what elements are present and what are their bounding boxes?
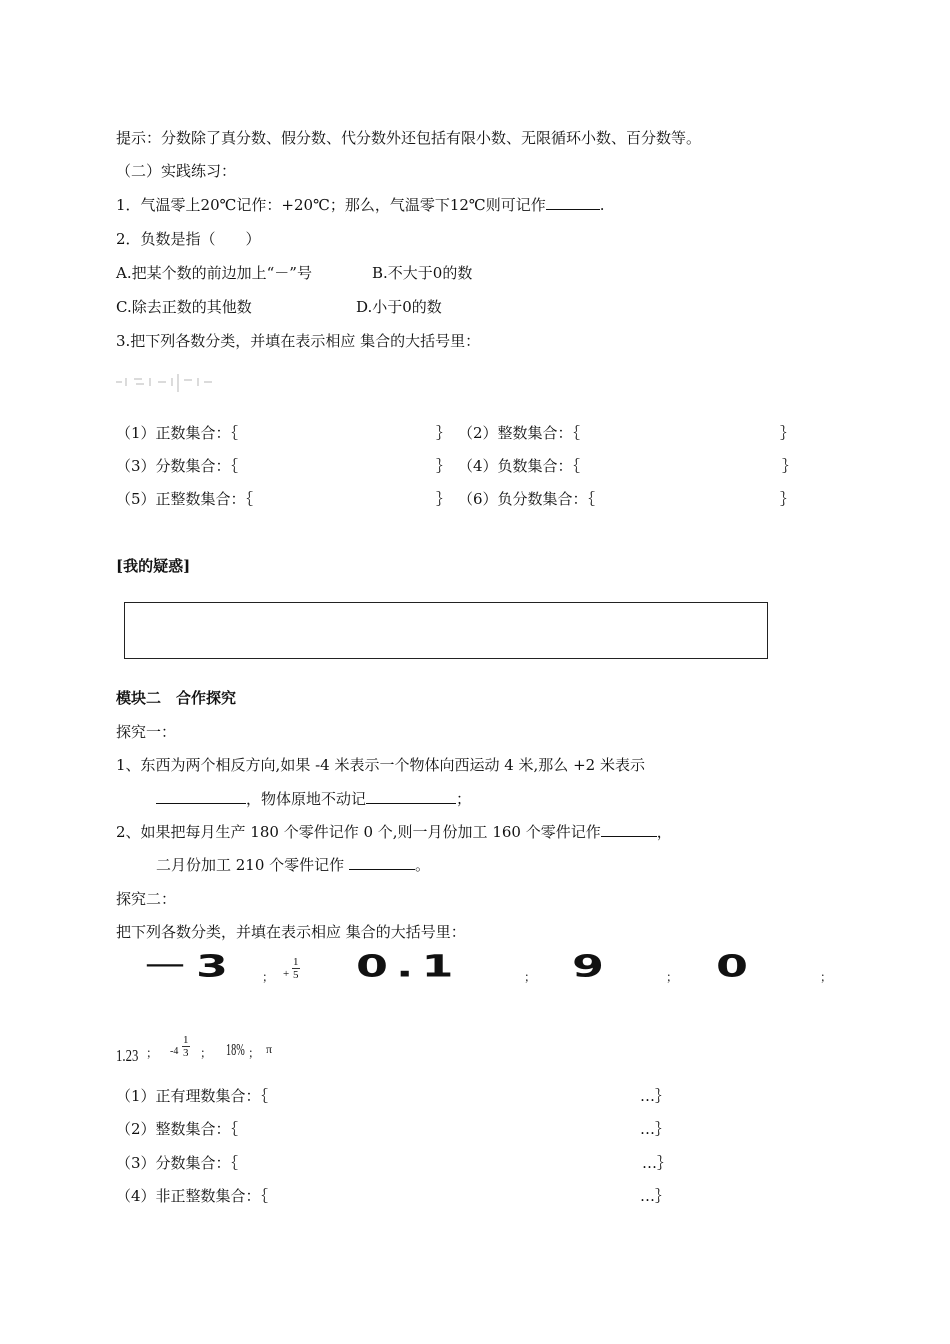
set-close-brace: ｝ [782,457,798,475]
question-1-text: 1．气温零上20℃记作：+20℃；那么，气温零下12℃则可记作 [116,196,546,214]
answer-blank[interactable] [156,789,246,804]
set-close-brace: ｝ [780,424,796,442]
set-integer: （2）整数集合：｛ [116,1120,239,1138]
fraction-one-fifth [292,956,300,981]
number-0: 0 [716,948,757,984]
number-list-image [114,370,214,394]
set-positive-integer: （5）正整数集合：｛ [116,490,254,508]
set-non-positive-integer: （4）非正整数集合：｛ [116,1187,269,1205]
separator: ； [248,1046,261,1060]
option-b: B.不大于0的数 [372,264,473,282]
separator: ； [262,970,275,984]
set-close-brace: ｝ [436,424,452,442]
question-2: 2．负数是指（ ） [116,230,261,248]
number-1-23: 1.23 [116,1046,139,1065]
explore1-item2b-text: 二月份加工 210 个零件记作 [156,856,349,874]
explore1-item2-cont [156,855,430,875]
set-close-brace: …｝ [640,1120,671,1138]
doubts-heading: [我的疑惑] [116,557,191,575]
answer-blank[interactable] [366,789,456,804]
number-9: 9 [572,948,613,984]
set-positive-rational: （1）正有理数集合：｛ [116,1087,269,1105]
number-18-percent: 18% [226,1040,245,1059]
explore1-item2b-end: 。 [414,856,430,874]
answer-blank[interactable] [349,855,415,870]
set-positive: （1）正数集合：｛ [116,424,239,442]
fraction-denominator: 5 [293,969,299,981]
separator: ； [820,970,833,984]
question-1 [116,195,605,215]
question-3: 3.把下列各数分类，并填在表示相应 集合的大括号里： [116,332,481,350]
option-c: C.除去正数的其他数 [116,298,252,316]
fraction-numerator: 1 [293,956,299,968]
explore1-heading: 探究一： [116,723,177,741]
number-0-1: 0.1 [356,948,462,984]
set-close-brace: …｝ [640,1187,671,1205]
doubts-box[interactable] [124,602,768,659]
answer-blank[interactable] [546,195,600,210]
fraction-sign: -4 [170,1046,179,1057]
set-close-brace: …｝ [642,1154,673,1172]
explore2-instruction: 把下列各数分类，并填在表示相应 集合的大括号里： [116,923,466,941]
option-d: D.小于0的数 [356,298,442,316]
set-fraction: （3）分数集合：｛ [116,457,239,475]
separator: ； [200,1046,213,1060]
explore1-item1: 1、东西为两个相反方向,如果 -4 米表示一个物体向西运动 4 米,那么 +2 米表示 [116,756,645,774]
explore1-item1-mid: ，物体原地不动记 [246,790,367,808]
set-close-brace: …｝ [640,1087,671,1105]
separator: ； [524,970,537,984]
module2-heading: 模块二 合作探究 [116,689,237,707]
set-negative: （4）负数集合：｛ [458,457,581,475]
explore1-item2-text: 2、如果把每月生产 180 个零件记作 0 个,则一月份加工 160 个零件记作 [116,823,601,841]
explore1-item1-end: ； [456,790,472,808]
fraction-numerator: 1 [183,1034,189,1046]
separator: ； [666,970,679,984]
set-fraction: （3）分数集合：｛ [116,1154,239,1172]
number-neg-3: －3 [142,948,237,984]
question-1-end: . [599,196,605,214]
number-pi: π [266,1042,273,1056]
option-a: A.把某个数的前边加上“－”号 [116,264,312,282]
set-close-brace: ｝ [436,490,452,508]
explore1-item1-cont [156,789,471,809]
set-close-brace: ｝ [436,457,452,475]
answer-blank[interactable] [601,822,657,837]
set-negative-fraction: （6）负分数集合：｛ [458,490,596,508]
separator: ； [146,1046,159,1060]
explore2-heading: 探究二： [116,890,177,908]
set-close-brace: ｝ [780,490,796,508]
hint-text: 提示：分数除了真分数、假分数、代分数外还包括有限小数、无限循环小数、百分数等。 [116,129,702,147]
fraction-neg-4-one-third [182,1034,190,1059]
fraction-sign: + [283,968,290,980]
practice-heading: （二）实践练习： [116,162,237,180]
explore1-item2-end: ， [656,823,672,841]
fraction-denominator: 3 [183,1047,189,1059]
explore1-item2 [116,822,672,842]
set-integer: （2）整数集合：｛ [458,424,581,442]
